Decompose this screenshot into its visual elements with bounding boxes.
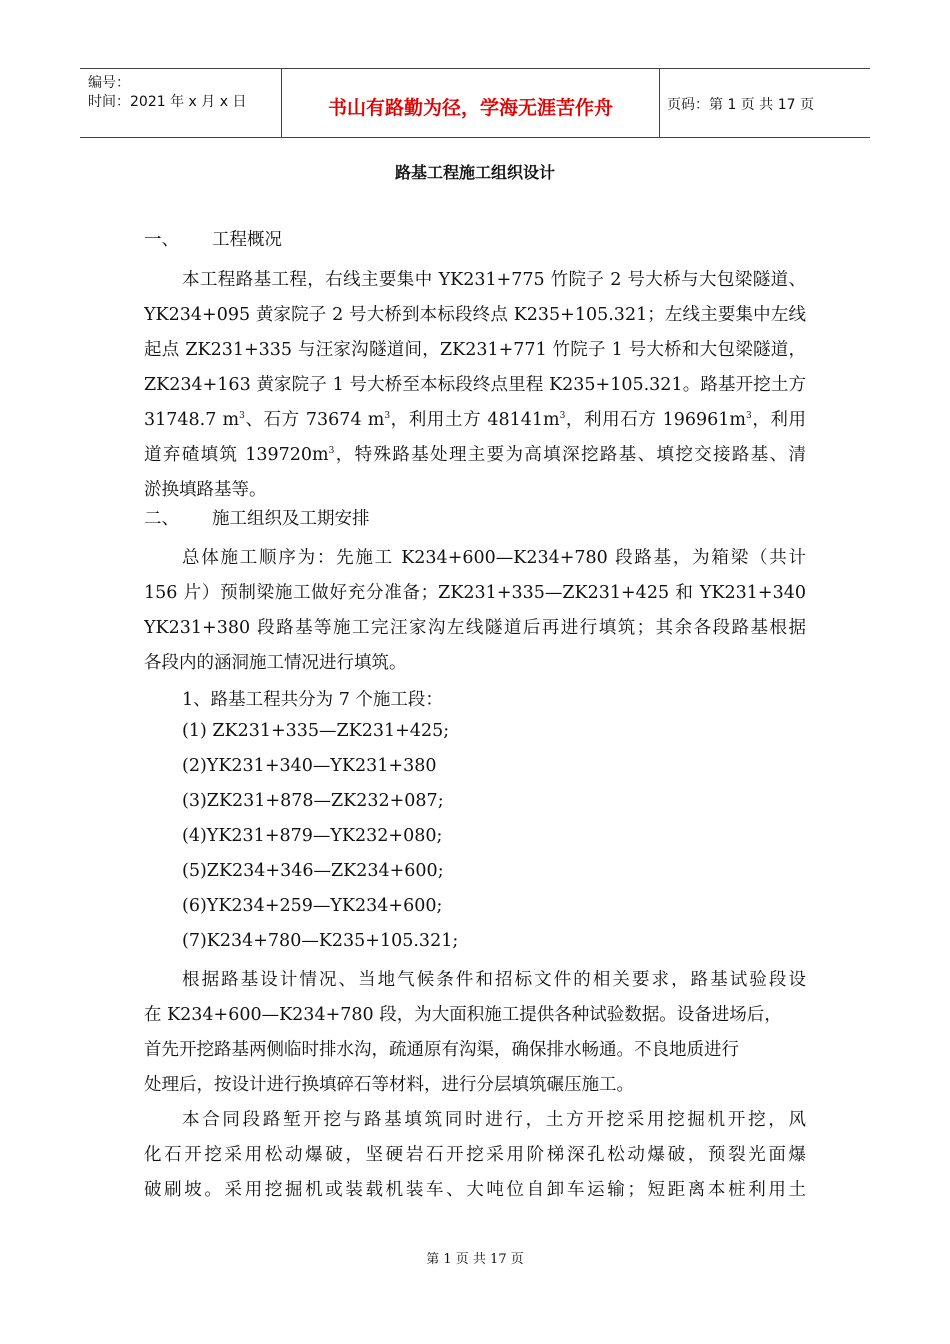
page-info: 页码：第 1 页 共 17 页 (667, 97, 814, 113)
paragraph-line: YK231+380 段路基等施工完汪家沟左线隧道后再进行填筑；其余各段路基根据 (144, 618, 806, 638)
section-title: 工程概况 (212, 230, 282, 250)
unit-superscript: 3 (384, 411, 391, 422)
rock-excavation: 、石方 73674 m (244, 410, 385, 430)
paragraph-line: YK234+095 黄家院子 2 号大桥到本标段终点 K235+105.321；左线主要集中左线 (144, 305, 806, 325)
segment-item: (7)K234+780—K235+105.321; (182, 931, 459, 951)
unit-superscript: 3 (239, 411, 245, 422)
rock-reuse: ，利用石方 196961m (565, 410, 746, 430)
paragraph-line: 在 K234+600—K234+780 段，为大面积施工提供各种试验数据。设备进场后， (144, 1005, 782, 1025)
paragraph-line: 各段内的涵洞施工情况进行填筑。 (144, 653, 407, 673)
segment-item: (5)ZK234+346—ZK234+600; (182, 861, 444, 881)
paragraph-line: 根据路基设计情况、当地气候条件和招标文件的相关要求，路基试验段设 (182, 970, 806, 990)
tunnel-reuse: ，利用 (751, 410, 806, 430)
paragraph-line: 本合同段路堑开挖与路基填筑同时进行，土方开挖采用挖掘机开挖，风 (182, 1110, 806, 1130)
motto-text: 书山有路勤为径，学海无涯苦作舟 (327, 97, 613, 119)
paragraph-line: 首先开挖路基两侧临时排水沟，疏通原有沟渠，确保排水畅通。不良地质进行 (144, 1040, 739, 1060)
section-number: 二、 (144, 509, 179, 529)
header-meta-cell (80, 69, 281, 137)
quantity-line (144, 406, 806, 430)
document-title: 路基工程施工组织设计 (394, 163, 555, 182)
segment-item: (3)ZK231+878—ZK232+087; (182, 791, 444, 811)
paragraph-line: 本工程路基工程，右线主要集中 YK231+775 竹院子 2 号大桥与大包梁隧道、 (182, 270, 806, 290)
segment-item: (6)YK234+259—YK234+600; (182, 896, 443, 916)
earth-reuse: ，利用土方 48141m (390, 410, 560, 430)
special-treatment: ，特殊路基处理主要为高填深挖路基、填挖交接路基、清 (334, 445, 806, 465)
segment-item: (1) ZK231+335—ZK231+425; (182, 721, 450, 741)
segment-item: (4)YK231+879—YK232+080; (182, 826, 443, 846)
unit-superscript: 3 (559, 411, 566, 422)
segments-intro: 1、路基工程共分为 7 个施工段： (182, 690, 443, 710)
paragraph-line: 淤换填路基等。 (144, 480, 267, 500)
tunnel-fill: 道弃碴填筑 139720m (144, 445, 329, 465)
section-heading-2 (144, 505, 370, 530)
header-motto-cell (281, 69, 660, 137)
quantity-line (144, 441, 806, 465)
page-footer: 第 1 页 共 17 页 (426, 1252, 524, 1267)
paragraph-line: 起点 ZK231+335 与汪家沟隧道间，ZK231+771 竹院子 1 号大桥和大包梁隧道， (144, 340, 806, 360)
section-title: 施工组织及工期安排 (212, 509, 370, 529)
section-heading-1 (144, 226, 282, 251)
document-header (80, 68, 870, 138)
earth-excavation: 31748.7 m (144, 410, 240, 430)
segment-item: (2)YK231+340—YK231+380 (182, 756, 437, 776)
paragraph-line: 156 片）预制梁施工做好充分准备；ZK231+335—ZK231+425 和 YK231+340 (144, 583, 806, 603)
section-number: 一、 (144, 230, 179, 250)
unit-superscript: 3 (745, 411, 752, 422)
paragraph-line: ZK234+163 黄家院子 1 号大桥至本标段终点里程 K235+105.321。路基开挖土方 (144, 375, 806, 395)
header-page-cell (659, 69, 870, 137)
time-label: 时间：2021 年 x 月 x 日 (88, 94, 247, 110)
paragraph-line: 破刷坡。采用挖掘机或装载机装车、大吨位自卸车运输；短距离本桩利用土 (144, 1180, 806, 1200)
paragraph-line: 总体施工顺序为：先施工 K234+600—K234+780 段路基，为箱梁（共计 (182, 548, 806, 568)
paragraph-line: 化石开挖采用松动爆破，坚硬岩石开挖采用阶梯深孔松动爆破，预裂光面爆 (144, 1145, 806, 1165)
number-label: 编号： (88, 75, 130, 91)
paragraph-line: 处理后，按设计进行换填碎石等材料，进行分层填筑碾压施工。 (144, 1075, 634, 1095)
unit-superscript: 3 (328, 446, 335, 457)
